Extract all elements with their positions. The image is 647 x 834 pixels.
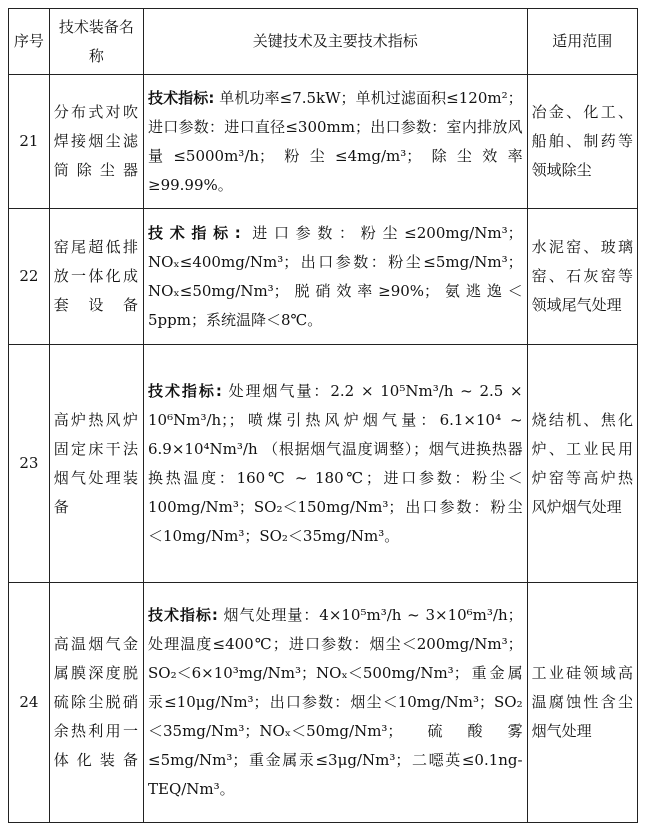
header-equipment: 技术装备名称 <box>49 9 143 75</box>
spec-label: 技术指标: <box>148 381 222 400</box>
header-no: 序号 <box>9 9 50 75</box>
row-equipment: 分布式对吹焊接烟尘滤筒除尘器 <box>49 75 143 209</box>
row-spec <box>144 583 528 823</box>
row-equipment: 窑尾超低排放一体化成套设备 <box>49 209 143 345</box>
spec-text: 单机功率≤7.5kW；单机过滤面积≤120m²；进口参数：进口直径≤300mm；出口参数：室内排放风量≤5000m³/h；粉尘≤4mg/m³；除尘效率≥99.99%。 <box>148 88 523 194</box>
row-spec <box>144 345 528 583</box>
row-scope: 冶金、化工、船舶、制药等领域除尘 <box>527 75 637 209</box>
equipment-table <box>8 8 638 823</box>
row-scope: 工业硅领域高温腐蚀性含尘烟气处理 <box>527 583 637 823</box>
spec-text: 进口参数：粉尘≤200mg/Nm³；NOₓ≤400mg/Nm³；出口参数：粉尘≤5mg/Nm³；NOₓ≤50mg/Nm³；脱硝效率≥90%；氨逃逸＜5ppm；系统温降＜8℃。 <box>148 223 523 329</box>
row-equipment: 高炉热风炉固定床干法烟气处理装备 <box>49 345 143 583</box>
row-equipment: 高温烟气金属膜深度脱硫除尘脱硝余热利用一体化装备 <box>49 583 143 823</box>
table-row <box>9 75 638 209</box>
spec-text: 烟气处理量：4×10⁵m³/h ~ 3×10⁶m³/h；处理温度≤400℃；进口参数：烟尘＜200mg/Nm³；SO₂＜6×10³mg/Nm³；NOₓ＜500mg/Nm³；重金属汞≤10μg/Nm³；出口参数：烟尘＜10mg/Nm³；SO₂＜35mg/Nm³；NOₓ＜50mg/Nm³；硫酸雾≤5mg/Nm³；重金属汞≤3μg/Nm³；二噁英≤0.1ng-TEQ/Nm³。 <box>148 606 523 798</box>
header-scope: 适用范围 <box>527 9 637 75</box>
row-scope: 烧结机、焦化炉、工业民用炉窑等高炉热风炉烟气处理 <box>527 345 637 583</box>
spec-label: 技术指标: <box>148 88 215 107</box>
table-row <box>9 209 638 345</box>
header-spec: 关键技术及主要技术指标 <box>144 9 528 75</box>
row-no: 23 <box>9 345 50 583</box>
spec-label: 技术指标: <box>148 223 241 242</box>
row-no: 21 <box>9 75 50 209</box>
spec-text: 处理烟气量：2.2 × 10⁵Nm³/h ~ 2.5 × 10⁶Nm³/h；；喷煤引热风炉烟气量：6.1×10⁴ ~ 6.9×10⁴Nm³/h （根据烟气温度调整）；烟气进换热器换热温度：160℃ ~ 180℃；进口参数：粉尘＜100mg/Nm³；SO₂＜150mg/Nm³；出口参数：粉尘＜10mg/Nm³；SO₂＜35mg/Nm³。 <box>148 381 523 545</box>
row-no: 22 <box>9 209 50 345</box>
row-spec <box>144 75 528 209</box>
table-row <box>9 583 638 823</box>
row-spec <box>144 209 528 345</box>
spec-label: 技术指标: <box>148 606 218 624</box>
table-header-row <box>9 9 638 75</box>
row-no: 24 <box>9 583 50 823</box>
row-scope: 水泥窑、玻璃窑、石灰窑等领域尾气处理 <box>527 209 637 345</box>
table-row <box>9 345 638 583</box>
